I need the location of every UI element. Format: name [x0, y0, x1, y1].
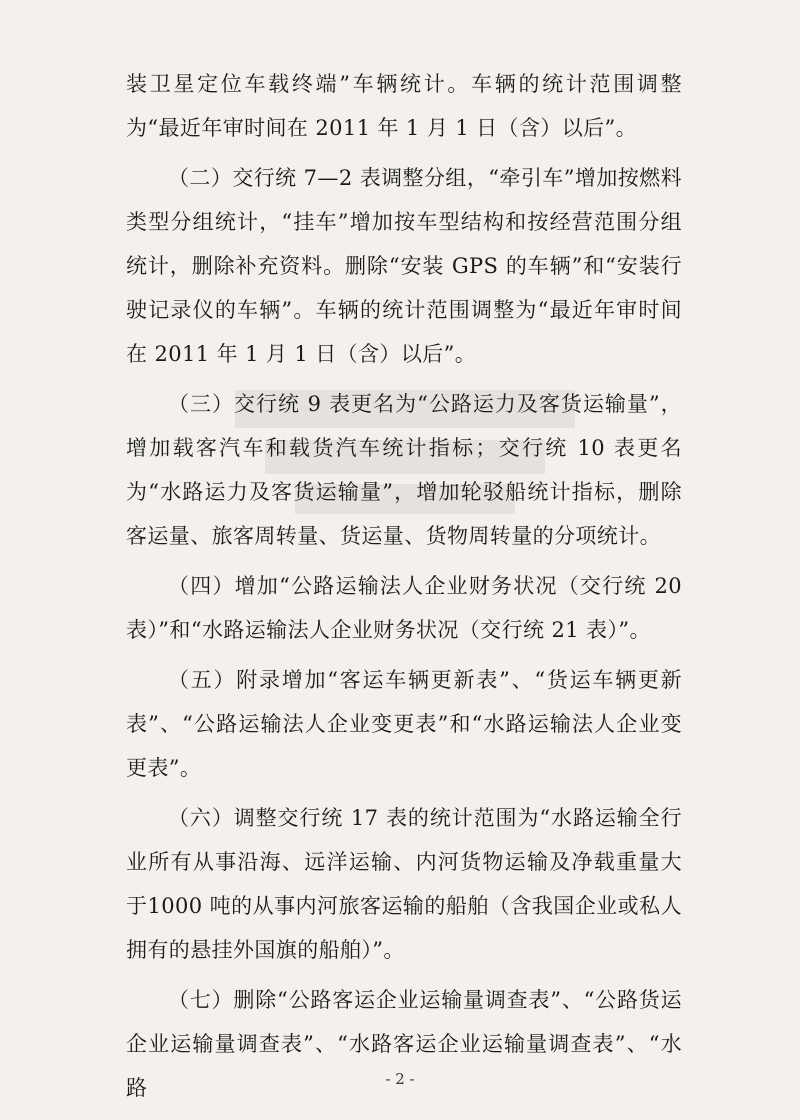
document-body: [126, 62, 682, 1110]
paragraph-item-3: （三）交行统 9 表更名为“公路运力及客货运输量”，增加载客汽车和载货汽车统计指标；交行统 10 表更名为“水路运力及客货运输量”，增加轮驳船统计指标，删除客运量、旅客周转量、货运量、货物周转量的分项统计。: [126, 392, 682, 548]
page-number: - 2 -: [385, 1070, 415, 1088]
paragraph-item-4: （四）增加“公路运输法人企业财务状况（交行统 20 表）”和“水路运输法人企业财务状况（交行统 21 表）”。: [126, 574, 682, 642]
paragraph-item-7: （七）删除“公路客运企业运输量调查表”、“公路货运企业运输量调查表”、“水路客运企业运输量调查表”、“水路: [126, 988, 682, 1100]
paragraph-continuation: 装卫星定位车载终端”车辆统计。车辆的统计范围调整为“最近年审时间在 2011 年 1 月 1 日（含）以后”。: [126, 72, 682, 140]
paragraph-item-2: （二）交行统 7—2 表调整分组，“牵引车”增加按燃料类型分组统计，“挂车”增加按车型结构和按经营范围分组统计，删除补充资料。删除“安装 GPS 的车辆”和“安装行驶记录仪的车辆”。车辆的统计范围调整为“最近年审时间在 2011 年 1 月 1 日（含）以后”。: [126, 166, 682, 366]
paragraph-item-6: （六）调整交行统 17 表的统计范围为“水路运输全行业所有从事沿海、远洋运输、内河货物运输及净载重量大于1000 吨的从事内河旅客运输的船舶（含我国企业或私人拥有的悬挂外国旗的船舶）”。: [126, 806, 682, 962]
paragraph-item-5: （五）附录增加“客运车辆更新表”、“货运车辆更新表”、“公路运输法人企业变更表”和“水路运输法人企业变更表”。: [126, 668, 682, 780]
